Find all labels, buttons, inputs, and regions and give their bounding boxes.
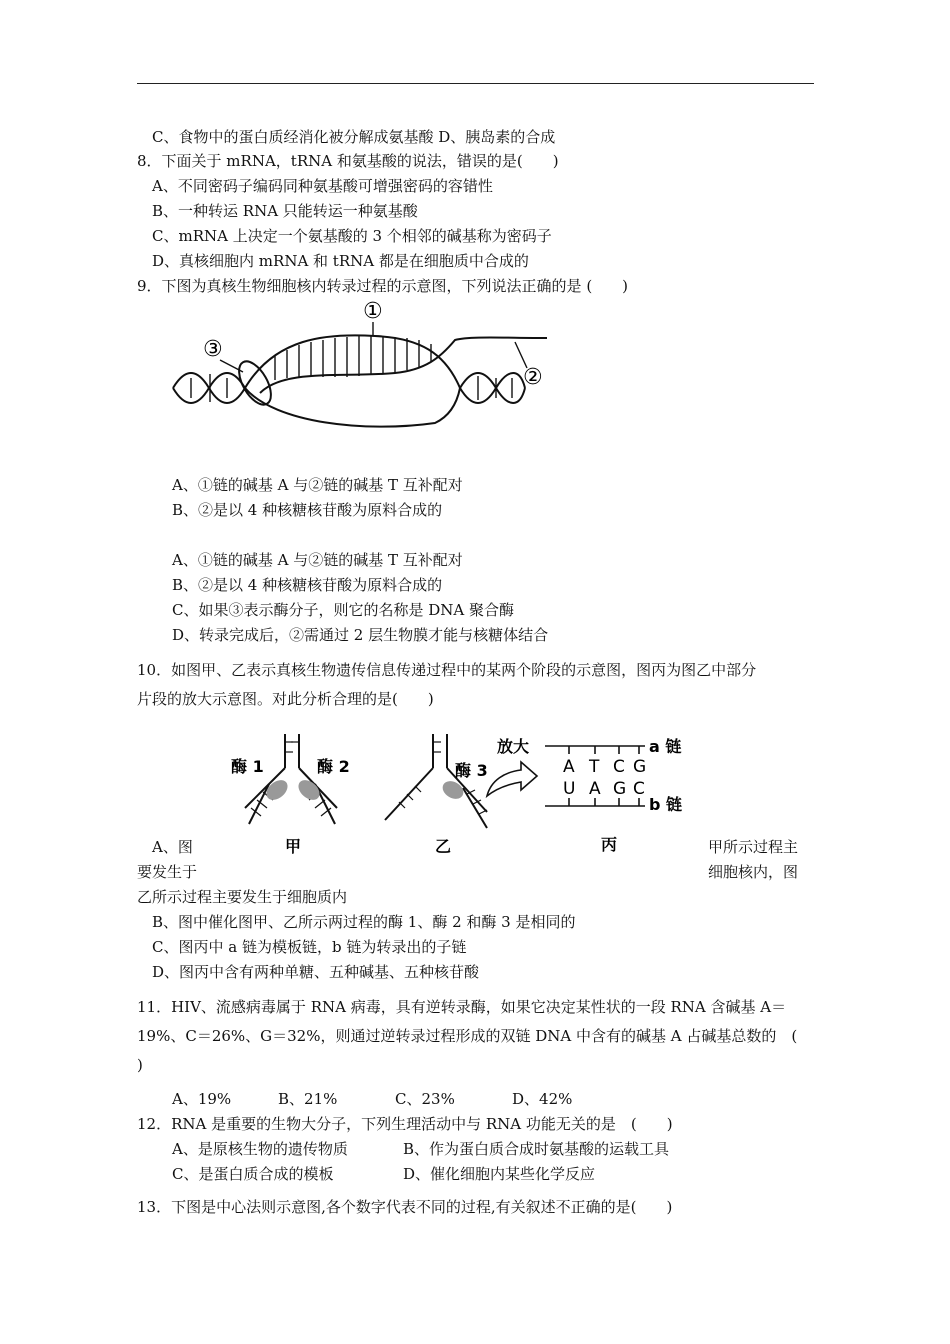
q13-stem: 13．下图是中心法则示意图,各个数字代表不同的过程,有关叙述不正确的是( ) (137, 1198, 673, 1216)
q8-option-d: D、真核细胞内 mRNA 和 tRNA 都是在细胞质中合成的 (152, 252, 529, 270)
q10-option-a-right1: 甲所示过程主 (708, 838, 799, 856)
top-base: A (563, 757, 575, 777)
q10-stem-line2: 片段的放大示意图。对此分析合理的是( ) (137, 690, 434, 708)
figure-label-3: ③ (203, 337, 223, 362)
enzyme-2-label: 酶 2 (317, 757, 350, 776)
bottom-base: A (589, 779, 601, 799)
q9-option-a: A、①链的碱基 A 与②链的碱基 T 互补配对 (172, 476, 463, 494)
q8-stem: 8．下面关于 mRNA，tRNA 和氨基酸的说法，错误的是( ) (137, 152, 559, 170)
q11-option-a: A、19% (172, 1090, 232, 1108)
q12-stem: 12．RNA 是重要的生物大分子，下列生理活动中与 RNA 功能无关的是 ( ) (137, 1115, 673, 1133)
replication-transcription-figure (225, 728, 705, 860)
top-base: C (613, 757, 625, 777)
q9-option-b: B、②是以 4 种核糖核苷酸为原料合成的 (172, 501, 443, 519)
q11-option-c: C、23% (395, 1090, 455, 1108)
bottom-base: C (633, 779, 645, 799)
q10-stem-line1: 10．如图甲、乙表示真核生物遗传信息传递过程中的某两个阶段的示意图，图丙为图乙中部分 (137, 661, 757, 679)
q8-option-b: B、一种转运 RNA 只能转运一种氨基酸 (152, 202, 418, 220)
top-base: T (589, 757, 600, 777)
q11-stem-line2: 19%、C＝26%、G＝32%，则通过逆转录过程形成的双链 DNA 中含有的碱基 A 占碱基总数的 ( (137, 1027, 798, 1045)
top-base: G (633, 757, 647, 777)
q9-option-b-repeat: B、②是以 4 种核糖核苷酸为原料合成的 (172, 576, 443, 594)
q11-option-d: D、42% (512, 1090, 573, 1108)
q12-option-a: A、是原核生物的遗传物质 (172, 1140, 348, 1158)
figure-label-2: ② (523, 365, 543, 390)
q9-stem: 9．下图为真核生物细胞核内转录过程的示意图，下列说法正确的是 ( ) (137, 277, 629, 295)
transcription-figure (165, 298, 565, 438)
bottom-base: G (613, 779, 627, 799)
q8-option-c: C、mRNA 上决定一个氨基酸的 3 个相邻的碱基称为密码子 (152, 227, 552, 245)
q9-option-d: D、转录完成后，②需通过 2 层生物膜才能与核糖体结合 (172, 626, 549, 644)
q10-option-a-line3: 乙所示过程主要发生于细胞质内 (137, 888, 348, 906)
chain-a-label: a 链 (649, 737, 682, 756)
q9-option-a-repeat: A、①链的碱基 A 与②链的碱基 T 互补配对 (172, 551, 463, 569)
magnify-label: 放大 (497, 737, 530, 756)
q10-option-c: C、图丙中 a 链为模板链，b 链为转录出的子链 (152, 938, 467, 956)
q7-option-c-d: C、食物中的蛋白质经消化被分解成氨基酸 D、胰岛素的合成 (152, 128, 556, 146)
q10-option-a-left2: 要发生于 (137, 863, 198, 881)
q10-option-b: B、图中催化图甲、乙所示两过程的酶 1、酶 2 和酶 3 是相同的 (152, 913, 576, 931)
q9-option-c: C、如果③表示酶分子，则它的名称是 DNA 聚合酶 (172, 601, 514, 619)
header-rule (137, 83, 814, 84)
q11-stem-line3: ) (137, 1056, 143, 1074)
q10-option-a-left1: A、图 (152, 838, 193, 856)
q10-option-d: D、图丙中含有两种单糖、五种碱基、五种核苷酸 (152, 963, 480, 981)
bottom-base: U (563, 779, 576, 799)
q8-option-a: A、不同密码子编码同种氨基酸可增强密码的容错性 (152, 177, 493, 195)
q10-option-a-right2: 细胞核内，图 (708, 863, 799, 881)
q11-stem-line1: 11．HIV、流感病毒属于 RNA 病毒，具有逆转录酶，如果它决定某性状的一段 RNA 含碱基 A＝ (137, 998, 787, 1016)
q12-option-d: D、催化细胞内某些化学反应 (403, 1165, 596, 1183)
enzyme-1-label: 酶 1 (231, 757, 264, 776)
figure-yi-label: 乙 (435, 837, 452, 856)
enzyme-3-label: 酶 3 (455, 761, 488, 780)
figure-label-1: ① (363, 299, 383, 324)
chain-b-label: b 链 (649, 795, 683, 814)
q12-option-c: C、是蛋白质合成的模板 (172, 1165, 334, 1183)
figure-bing-label: 丙 (601, 835, 618, 854)
q12-option-b: B、作为蛋白质合成时氨基酸的运载工具 (403, 1140, 670, 1158)
q11-option-b: B、21% (278, 1090, 338, 1108)
figure-jia-label: 甲 (285, 837, 302, 856)
